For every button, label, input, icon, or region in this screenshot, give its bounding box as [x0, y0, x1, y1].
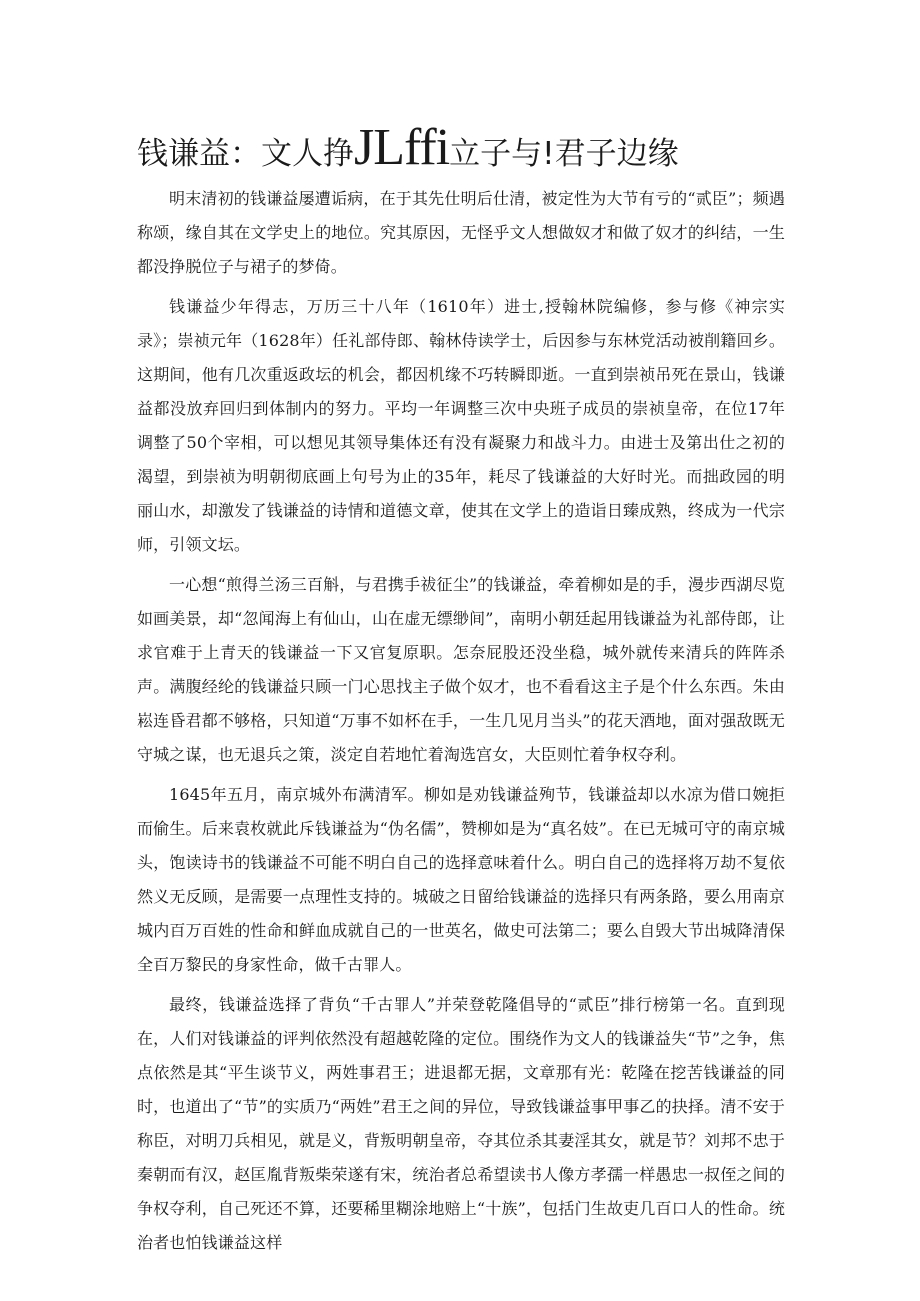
title-part-2: JLffi [354, 119, 450, 176]
paragraph-4: 1645年五月，南京城外布满清军。柳如是劝钱谦益殉节，钱谦益却以水凉为借口婉拒而偷生。后来袁枚就此斥钱谦益为“伪名儒”，赞柳如是为“真名妓”。在已无城可守的南京城头，饱读诗书的钱谦益不可能不明白自己的选择意味着什么。明白自己的选择将万劫不复依然义无反顾，是需要一点理性支持的。城破之日留给钱谦益的选择只有两条路，要么用南京城内百万百姓的性命和鲜血成就自己的一世英名，做史可法第二；要么自毁大节出城降清保全百万黎民的身家性命，做千古罪人。 [137, 785, 785, 974]
document-title [137, 118, 837, 184]
document-body [137, 182, 785, 1266]
paragraph-1: 明末清初的钱谦益屡遭诟病，在于其先仕明后仕清，被定性为大节有亏的“贰臣”；频遇称颂，缘自其在文学史上的地位。究其原因，无怪乎文人想做奴才和做了奴才的纠结，一生都没挣脱位子与裙子的梦倚。 [137, 189, 785, 276]
paragraph-2: 钱谦益少年得志，万历三十八年（1610年）进士,授翰林院编修，参与修《神宗实录》；崇祯元年（1628年）任礼部侍郎、翰林侍读学士，后因参与东林党活动被削籍回乡。这期间，他有几次重返政坛的机会，都因机缘不巧转瞬即逝。一直到崇祯吊死在景山，钱谦益都没放弃回归到体制内的努力。平均一年调整三次中央班子成员的崇祯皇帝，在位17年调整了50个宰相，可以想见其领导集体还有没有凝聚力和战斗力。由进士及第出仕之初的渴望，到崇祯为明朝彻底画上句号为止的35年，耗尽了钱谦益的大好时光。而拙政园的明丽山水，却激发了钱谦益的诗情和道德文章，使其在文学上的造诣日臻成熟，终成为一代宗师，引领文坛。 [137, 297, 785, 554]
paragraph-5: 最终，钱谦益选择了背负“千古罪人”并荣登乾隆倡导的“贰臣”排行榜第一名。直到现在，人们对钱谦益的评判依然没有超越乾隆的定位。围绕作为文人的钱谦益失“节”之争，焦点依然是其“平生谈节义，两姓事君王；进退都无据，文章那有光：乾隆在挖苦钱谦益的同时，也道出了“节”的实质乃“两姓”君王之间的异位，导致钱谦益事甲事乙的抉择。清不安于称臣，对明刀兵相见，就是义，背叛明朝皇帝，夺其位杀其妻淫其女，就是节？刘邦不忠于秦朝而有汉，赵匡胤背叛柴荣遂有宋，统治者总希望读书人像方孝孺一样愚忠一叔侄之间的争权夺利，自己死还不算，还要稀里糊涂地赔上“十族”，包括门生故吏几百口人的性命。统治者也怕钱谦益这样 [137, 995, 785, 1252]
title-part-3: 立子与!君子边缘 [449, 136, 679, 172]
title-part-1: 钱谦益：文人挣 [137, 136, 354, 172]
paragraph-3: 一心想“煎得兰汤三百斛，与君携手祓征尘”的钱谦益，牵着柳如是的手，漫步西湖尽览如画美景，却“忽闻海上有仙山，山在虚无缥缈间”，南明小朝廷起用钱谦益为礼部侍郎，让求官难于上青天的钱谦益一下又官复原职。怎奈屁股还没坐稳，城外就传来清兵的阵阵杀声。满腹经纶的钱谦益只顾一门心思找主子做个奴才，也不看看这主子是个什么东西。朱由崧连昏君都不够格，只知道“万事不如杯在手，一生几见月当头”的花天酒地，面对强敌既无守城之谋，也无退兵之策，淡定自若地忙着淘选宫女，大臣则忙着争权夺利。 [137, 575, 785, 764]
